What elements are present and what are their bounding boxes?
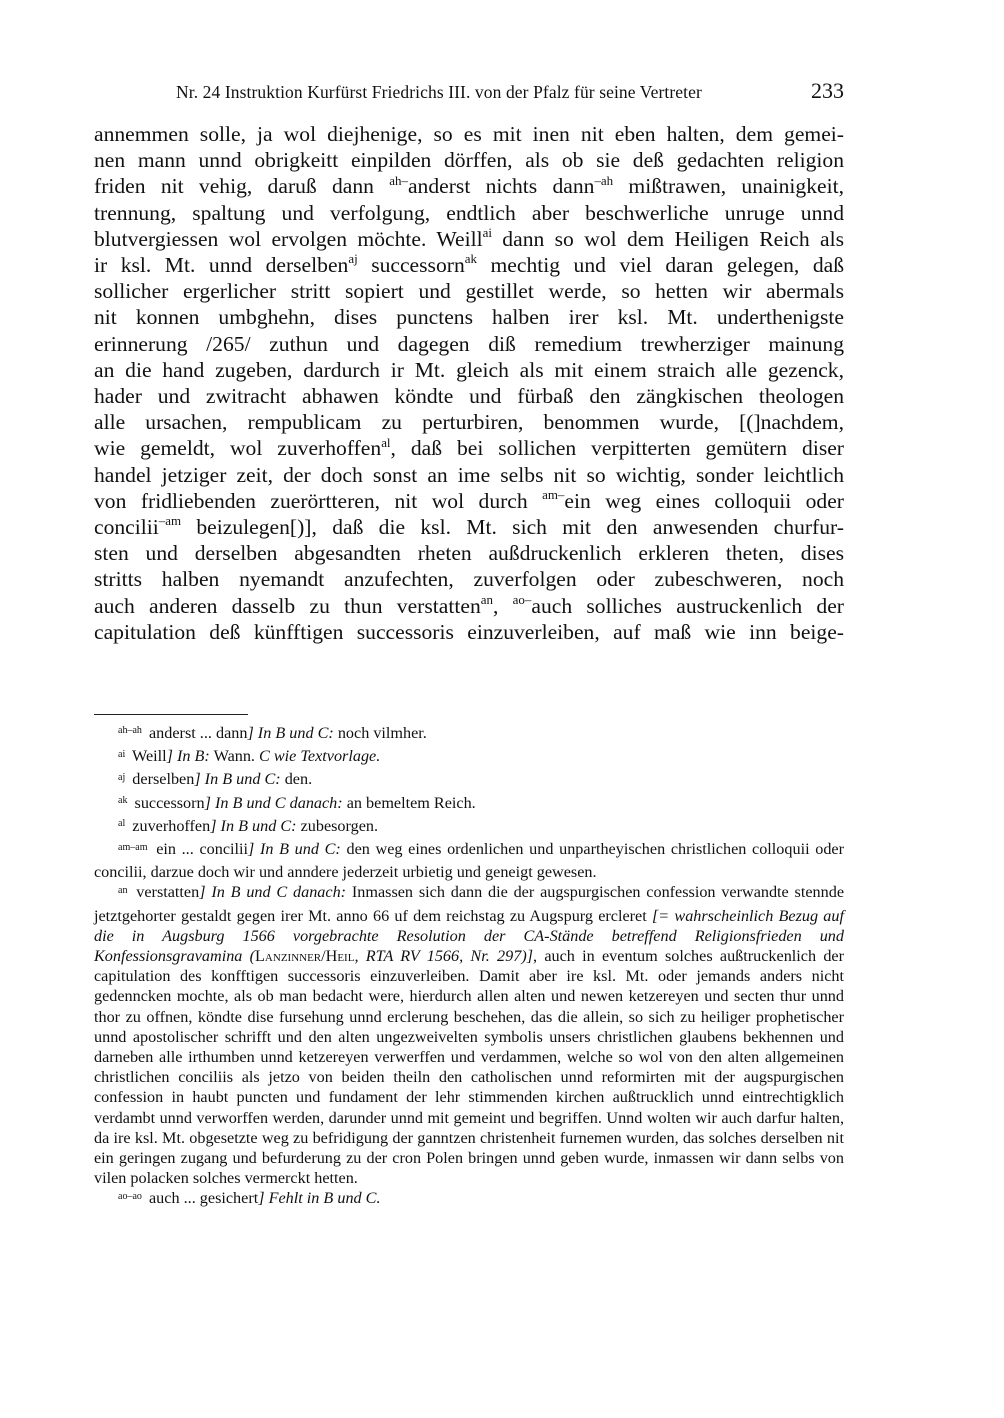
text-run: beizulegen[)], daß die ksl. Mt. sich mit den anwesenden churfur- [181,515,844,540]
footnote-apparatus: ] Fehlt in B und C. [258,1189,381,1208]
footnote-apparatus: ] In B und C: [210,816,297,835]
text-run: annemmen solle, ja wol diejhenige, so es mit inen nit eben halten, dem gemei- [94,122,844,146]
text-line [94,173,844,199]
text-run: hader und zwitracht abhawen köndte und fürbaß den zängkischen theologen [94,384,844,409]
footnote-apparatus: [= wahrscheinlich Bezug auf die in Augsburg 1566 vorgebrachte Resolution der CA-Stände betreffend Religionsfrieden und Konfessionsgravamina ( [94,906,844,966]
footnote-apparatus: ] In B und C: [247,724,334,742]
text-line [94,331,844,357]
footnote-marker: ai [482,224,492,240]
text-run: wie gemeldt, wol zuverhoffen [94,436,382,461]
text-line [94,357,844,383]
text-line [94,200,844,226]
footnote [94,746,844,769]
footnote-marker: –am [158,513,182,529]
text-line [94,278,844,304]
text-line [94,488,844,514]
text-run: erinnerung /265/ zuthun und dagegen diß remedium trewherziger mainung [94,331,844,356]
page-number: 233 [811,78,844,103]
footnote-mark: ah–ah [118,725,142,737]
footnote-text: zubesorgen. [296,816,379,835]
footnote-text: den. [280,770,313,789]
footnote-lemma: ein ... concilii [150,840,248,859]
footnote-marker: ah– [389,172,408,188]
text-line [94,121,844,147]
footnote-lemma: successorn [130,793,205,812]
footnote-text: noch vilmher. [333,724,427,742]
text-run: dann so wol dem Heiligen Reich als [491,226,844,251]
text-run: auch solliches austruckenlich der [531,593,844,618]
footnote [94,882,844,1188]
footnote-lemma: Weill [128,747,167,766]
footnote [94,816,844,839]
text-run: friden nit vehig, daruß dann [94,174,390,199]
footnote-apparatus: ] In B: [166,747,210,766]
running-header [92,78,844,108]
text-run: ir ksl. Mt. unnd derselben [94,253,349,278]
footnote-text: Inmassen sich dann die der augspurgischen confession verwandte stennde jetztgehorter gestaldt gegen irer Mt. anno 66 uf dem reichstag zu Augspurg ercleret [94,883,845,925]
footnote [94,839,844,882]
footnote-apparatus: ] In B und C: [248,840,341,859]
text-run: mechtig und viel daran gelegen, daß [476,253,844,278]
text-run: trennung, spaltung und verfolgung, endtlich aber beschwerliche unruge unnd [94,200,844,225]
footnote [94,1188,844,1211]
footnote-mark: am–am [118,841,148,853]
footnote-text: Wann. [209,747,260,766]
text-run: successorn [357,253,465,278]
text-line [94,462,844,488]
text-run: , daß bei sollichen verpitterten gemütern diser [390,436,844,461]
text-run: auch anderen dasselb zu thun verstatten [94,593,481,618]
footnote-mark: al [118,818,126,830]
footnote-apparatus: , RTA RV 1566, Nr. 297)] [354,947,534,966]
footnote-lemma: anderst ... dann [144,724,248,742]
footnote-mark: ao–ao [118,1190,142,1202]
text-run: , [492,593,513,618]
text-run: stritts halben nyemandt anzufechten, zuverfolgen oder zubeschweren, noch [94,567,844,592]
footnote-marker: aj [348,251,358,267]
footnote [94,723,844,746]
text-run: blutvergiessen wol ervolgen möchte. Weill [94,226,483,251]
footnote-lemma: auch ... gesichert [144,1189,259,1208]
text-run: alle ursachen, rempublicam zu perturbiren, benommen wurde, [(]nachdem, [94,410,844,435]
footnote-mark: aj [118,771,126,783]
footnote-mark: ak [118,795,128,807]
footnote-marker: ak [464,251,477,267]
footnote-lemma: derselben [128,770,195,789]
footnote-author: Lanzinner/Heil [255,947,355,966]
text-run: concilii [94,515,159,540]
text-line [94,147,844,173]
text-run: sten und derselben abgesandten rheten außdruckenlich erkleren theten, dises [94,541,844,566]
footnote-marker: ao– [512,591,532,607]
footnote-marker: am– [542,487,565,503]
footnote-apparatus: ] In B und C danach: [204,793,343,812]
text-line [94,540,844,566]
text-run: ein weg eines colloquii oder [564,488,844,513]
footnote-apparatus: ] In B und C: [194,770,281,789]
text-line [94,514,844,540]
running-title: Nr. 24 Instruktion Kurfürst Friedrichs III. von der Pfalz für seine Vertreter [176,82,702,102]
footnote-lemma: zuverhoffen [128,816,211,835]
text-run: anderst nichts dann [407,174,595,199]
text-run: an die hand zugeben, dardurch ir Mt. gleich als mit einem straich alle gezenck, [94,357,844,382]
text-run: nit konnen umbghehn, dises punctens halben irer ksl. Mt. underthenigste [94,305,844,330]
footnote-text: an bemeltem Reich. [342,793,476,812]
footnote-mark: ai [118,748,126,760]
text-line [94,383,844,409]
footnote-marker: an [480,591,493,607]
footnote-lemma: verstatten [130,883,200,902]
text-run: mißtrawen, unainigkeit, [613,174,844,199]
footnote-rule [94,714,248,715]
text-line [94,252,844,278]
text-line [94,226,844,252]
text-line [94,409,844,435]
text-run: sollicher ergerlicher stritt sopiert und gestillet werde, so hetten wir abermals [94,279,844,304]
text-run: nen mann unnd obrigkeitt einpilden dörffen, als ob sie deß gedachten religion [94,148,844,173]
footnote-text: den weg eines ordenlichen und unpartheyischen christlichen colloquii oder concilii, darzue doch wir und anndere jederzeit urbietig und geneigt gewesen. [94,840,845,882]
footnote-marker: –ah [594,172,614,188]
footnotes [94,723,844,1212]
text-line [94,435,844,461]
footnote-apparatus: C wie Textvorlage. [259,747,381,766]
text-line [94,593,844,619]
text-run: von fridliebenden zuerörtteren, nit wol durch [94,488,543,513]
text-run: capitulation deß künfftigen successoris einzuverleiben, auf maß wie inn beige- [94,619,844,644]
text-line [94,304,844,330]
main-text [94,121,844,645]
footnote-mark: an [118,884,128,896]
footnote [94,793,844,816]
footnote-marker: al [381,434,391,450]
text-run: handel jetziger zeit, der doch sonst an ime selbs nit so wichtig, sonder leichtlich [94,462,844,487]
text-line [94,566,844,592]
footnote-apparatus: ] In B und C danach: [199,883,347,902]
text-line [94,619,844,645]
footnote [94,769,844,792]
footnote-text: , auch in eventum solches außtruckenlich der capitulation des konfftigen successoris einzuverleiben. Damit aber ire ksl. Mt. oder jemands anders nicht gedenncken mochte, als ob man bedacht were, hierdurch allen alten und newen ketzereyen und secten thur unnd thor zu offnen, köndte dise fursehung unnd erclerung beschehen, das die allein, so sich zu heiliger prophetischer unnd apostolischer schrifft und den alten ungezweivelten symbolis unsers christlichen glaubens bekhennen und darneben alle irthumben unnd ketzereyen verwerffen und verdammen, welche so wol von den alten allgemeinen christlichen conciliis als jetzo von beiden theiln den catholischen unnd reformirten mit der augspurgischen confession in haubt puncten und fundament der lehr stimmenden kirchen außtrucklich unnd eintrechtigklich verdambt unnd verworffen werden, darunder unnd mit gemeint und begriffen. Unnd wolten wir auch darfur halten, da ire ksl. Mt. obgesetzte weg zu befridigung der ganntzen christenheit furnemen wurden, das solches derselben nit ein geringen zugang und befurderung zu der cron Polen bringen unnd geben wurde, inmassen wir dann selbs von vilen polacken solches vermerckt hetten. [94,947,845,1188]
